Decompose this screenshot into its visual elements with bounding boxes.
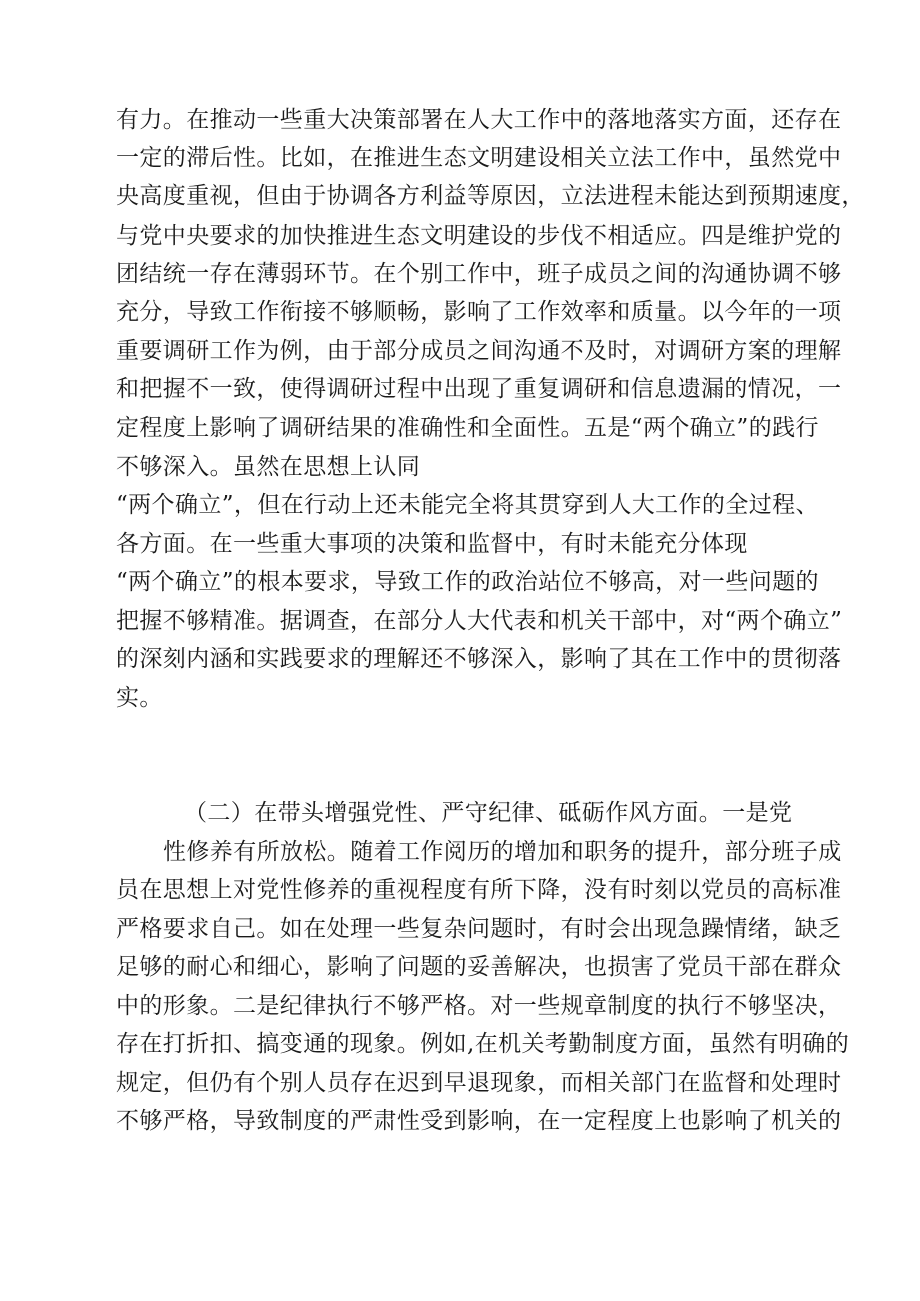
text-line: 一定的滞后性。比如，在推进生态文明建设相关立法工作中，虽然党中 <box>116 145 842 171</box>
text-line: 员在思想上对党性修养的重视程度有所下降，没有时刻以党员的高标准 <box>116 877 842 903</box>
text-line: 存在打折扣、搞变通的现象。例如,在机关考勤制度方面，虽然有明确的 <box>116 1031 850 1057</box>
section-heading: （二）在带头增强党性、严守纪律、砥砺作风方面。一是党 <box>184 800 793 826</box>
text-line: “两个确立”，但在行动上还未能完全将其贯穿到人大工作的全过程、 <box>116 492 819 518</box>
text-line: 重要调研工作为例，由于部分成员之间沟通不及时，对调研方案的理解 <box>116 338 842 364</box>
text-line: 与党中央要求的加快推进生态文明建设的步伐不相适应。四是维护党的 <box>116 223 842 249</box>
text-line: 规定，但仍有个别人员存在迟到早退现象，而相关部门在监督和处理时 <box>116 1070 842 1096</box>
text-line: 严格要求自己。如在处理一些复杂问题时，有时会出现急躁情绪，缺乏 <box>116 916 842 942</box>
text-line: 和把握不一致，使得调研过程中出现了重复调研和信息遗漏的情况，一 <box>116 376 842 402</box>
text-line: 实。 <box>116 685 163 711</box>
text-line: 不够深入。虽然在思想上认同 <box>116 454 421 480</box>
text-line: 有力。在推动一些重大决策部署在人大工作中的落地落实方面，还存在 <box>116 107 842 133</box>
text-line: 不够严格，导致制度的严肃性受到影响，在一定程度上也影响了机关的 <box>116 1108 842 1134</box>
text-line: 团结统一存在薄弱环节。在个别工作中，班子成员之间的沟通协调不够 <box>116 261 842 287</box>
text-line: 的深刻内涵和实践要求的理解还不够深入，影响了其在工作中的贯彻落 <box>116 646 842 672</box>
text-line: 性修养有所放松。随着工作阅历的增加和职务的提升，部分班子成 <box>163 839 842 865</box>
text-line: “两个确立”的根本要求，导致工作的政治站位不够高，对一些问题的 <box>116 569 819 595</box>
text-line: 央高度重视，但由于协调各方利益等原因，立法进程未能达到预期速度， <box>116 183 865 209</box>
text-line: 中的形象。二是纪律执行不够严格。对一些规章制度的执行不够坚决， <box>116 993 842 1019</box>
text-line: 定程度上影响了调研结果的准确性和全面性。五是“两个确立”的践行 <box>116 415 819 441</box>
text-line: 足够的耐心和细心，影响了问题的妥善解决，也损害了党员干部在群众 <box>116 954 842 980</box>
text-line: 各方面。在一些重大事项的决策和监督中，有时未能充分体现 <box>116 531 748 557</box>
text-line: 把握不够精准。据调查，在部分人大代表和机关干部中，对“两个确立” <box>116 608 843 634</box>
text-line: 充分，导致工作衔接不够顺畅，影响了工作效率和质量。以今年的一项 <box>116 299 842 325</box>
